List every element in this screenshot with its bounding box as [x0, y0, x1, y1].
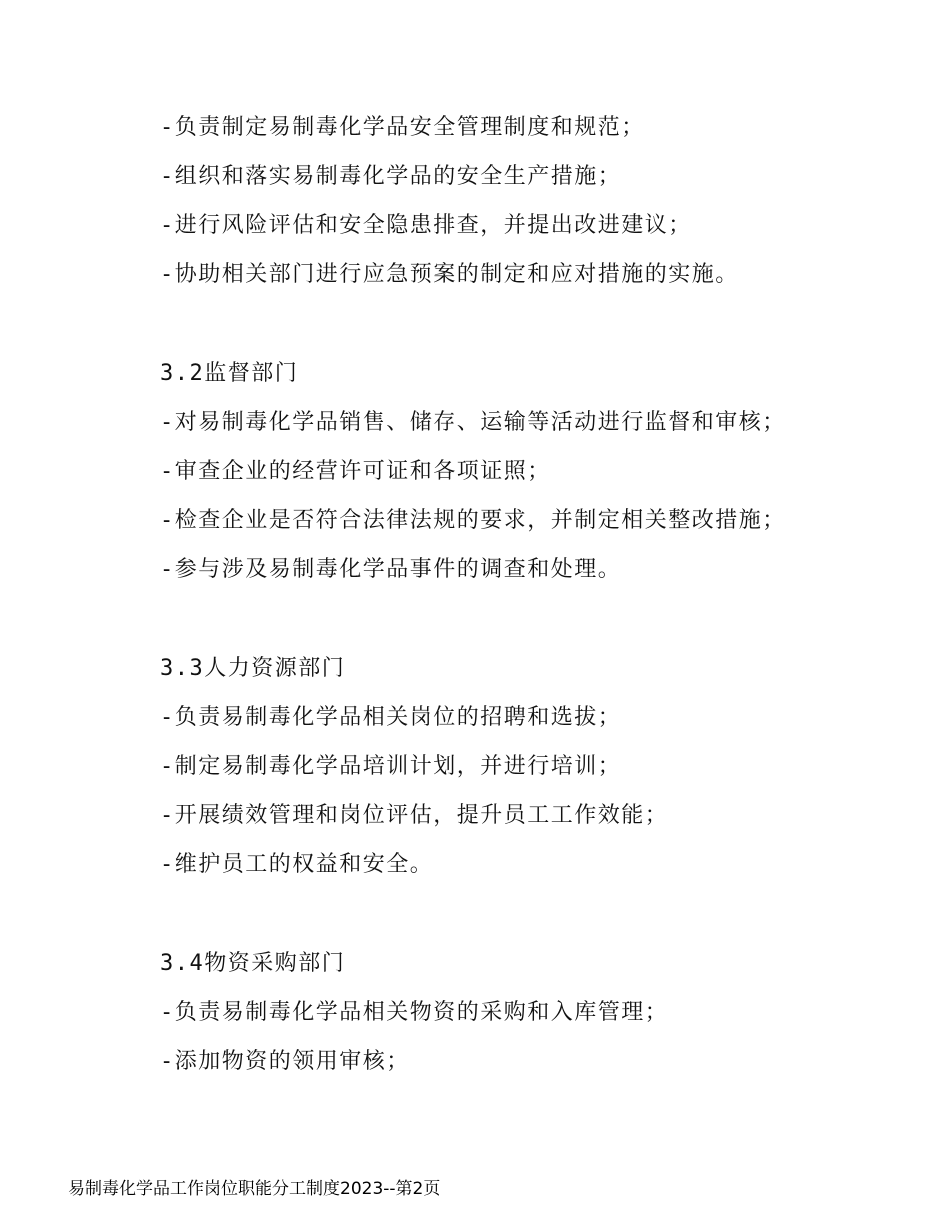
list-item: -负责易制毒化学品相关岗位的招聘和选拔；: [160, 705, 622, 730]
section-heading-human-resources: 3.3人力资源部门: [160, 656, 346, 681]
document-body: [160, 116, 900, 1099]
list-item: -开展绩效管理和岗位评估，提升员工工作效能；: [160, 803, 669, 828]
list-item: -负责易制毒化学品相关物资的采购和入库管理；: [160, 1000, 669, 1025]
list-item: -参与涉及易制毒化学品事件的调查和处理。: [160, 557, 622, 582]
list-item: -进行风险评估和安全隐患排查，并提出改进建议；: [160, 213, 692, 238]
section-heading-supervision: 3.2监督部门: [160, 361, 299, 386]
list-item: -对易制毒化学品销售、储存、运输等活动进行监督和审核；: [160, 410, 786, 435]
list-item: -维护员工的权益和安全。: [160, 852, 434, 877]
list-item: -制定易制毒化学品培训计划，并进行培训；: [160, 754, 622, 779]
list-item: -添加物资的领用审核；: [160, 1049, 410, 1074]
list-item: -负责制定易制毒化学品安全管理制度和规范；: [160, 115, 645, 140]
page-footer: 易制毒化学品工作岗位职能分工制度2023--第2页: [68, 1179, 441, 1199]
list-item: -组织和落实易制毒化学品的安全生产措施；: [160, 164, 622, 189]
section-heading-procurement: 3.4物资采购部门: [160, 951, 346, 976]
list-item: -审查企业的经营许可证和各项证照；: [160, 459, 551, 484]
list-item: -检查企业是否符合法律法规的要求，并制定相关整改措施；: [160, 508, 786, 533]
list-item: -协助相关部门进行应急预案的制定和应对措施的实施。: [160, 262, 739, 287]
